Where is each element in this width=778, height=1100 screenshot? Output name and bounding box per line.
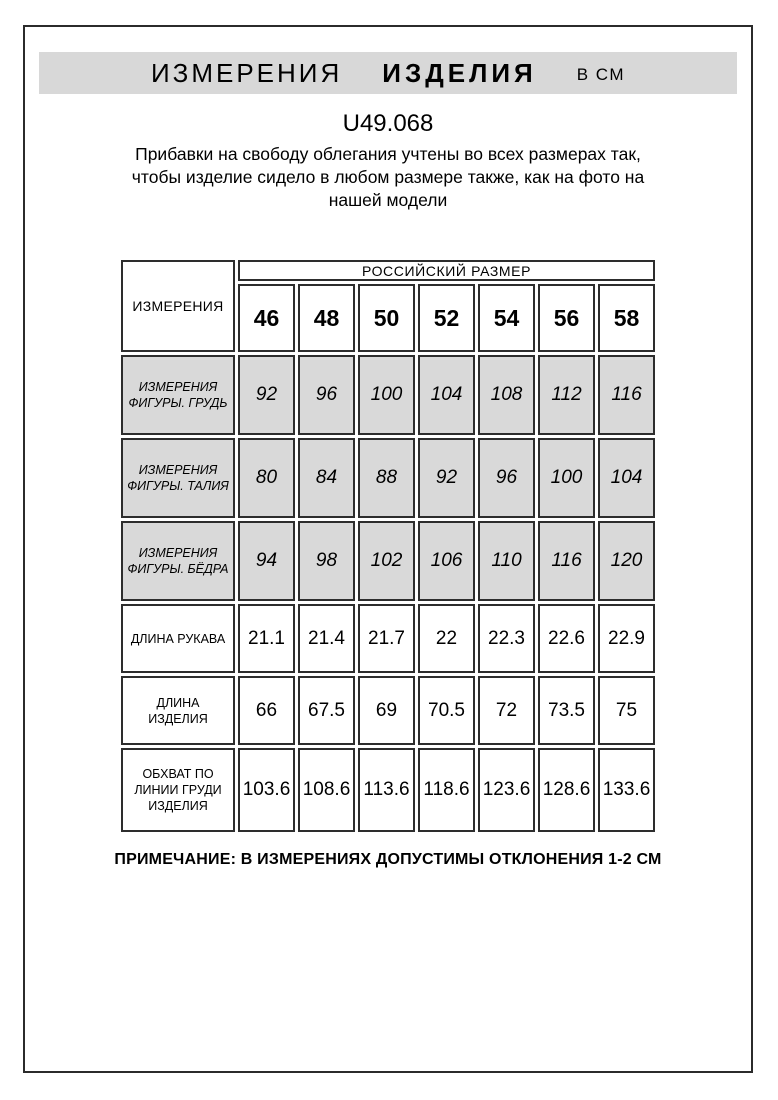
page-border-frame	[23, 25, 753, 1073]
size-header-cell: 52	[418, 284, 475, 352]
table-cell: 100	[358, 355, 415, 435]
table-cell: 104	[418, 355, 475, 435]
table-cell: 22.3	[478, 604, 535, 673]
table-cell: 75	[598, 676, 655, 745]
fit-description-line: нашей модели	[328, 190, 448, 210]
table-cell: 110	[478, 521, 535, 601]
table-cell: 22.9	[598, 604, 655, 673]
table-cell: 21.7	[358, 604, 415, 673]
table-cell: 96	[298, 355, 355, 435]
table-cell: 103.6	[238, 748, 295, 832]
table-cell: 22	[418, 604, 475, 673]
table-cell: 133.6	[598, 748, 655, 832]
table-cell: 128.6	[538, 748, 595, 832]
table-cell: 104	[598, 438, 655, 518]
table-cell: 112	[538, 355, 595, 435]
size-header-cell: 50	[358, 284, 415, 352]
table-cell: 66	[238, 676, 295, 745]
size-header-cell: 48	[298, 284, 355, 352]
table-cell: 100	[538, 438, 595, 518]
corner-header-cell: ИЗМЕРЕНИЯ	[121, 260, 235, 352]
table-cell: 84	[298, 438, 355, 518]
table-cell: 113.6	[358, 748, 415, 832]
table-cell: 21.4	[298, 604, 355, 673]
table-header-row	[121, 260, 655, 281]
table-cell: 116	[598, 355, 655, 435]
table-cell: 108	[478, 355, 535, 435]
table-row-chest-girth	[121, 748, 655, 832]
table-row-item-length	[121, 676, 655, 745]
table-cell: 118.6	[418, 748, 475, 832]
size-table	[118, 257, 658, 835]
article-code: U49.068	[342, 110, 434, 137]
table-row-figure-hips	[121, 521, 655, 601]
table-cell: 116	[538, 521, 595, 601]
table-cell: 98	[298, 521, 355, 601]
table-cell: 106	[418, 521, 475, 601]
fit-description	[25, 143, 751, 212]
table-cell: 92	[238, 355, 295, 435]
table-cell: 70.5	[418, 676, 475, 745]
tolerance-note: ПРИМЕЧАНИЕ: В ИЗМЕРЕНИЯХ ДОПУСТИМЫ ОТКЛОНЕНИЯ 1-2 СМ	[114, 851, 662, 868]
russian-size-header-cell: РОССИЙСКИЙ РАЗМЕР	[238, 260, 655, 281]
title-product: ИЗДЕЛИЯ	[382, 57, 537, 88]
title-bar	[39, 52, 737, 94]
fit-description-line: Прибавки на свободу облегания учтены во всех размерах так,	[135, 144, 641, 164]
row-label: ДЛИНА ИЗДЕЛИЯ	[121, 676, 235, 745]
table-cell: 72	[478, 676, 535, 745]
size-header-cell: 54	[478, 284, 535, 352]
size-header-cell: 58	[598, 284, 655, 352]
table-cell: 120	[598, 521, 655, 601]
row-label: ДЛИНА РУКАВА	[121, 604, 235, 673]
table-cell: 67.5	[298, 676, 355, 745]
table-cell: 69	[358, 676, 415, 745]
table-cell: 94	[238, 521, 295, 601]
table-row-sleeve-length	[121, 604, 655, 673]
title-measurements: ИЗМЕРЕНИЯ	[150, 57, 343, 88]
table-cell: 92	[418, 438, 475, 518]
title-units: В СМ	[576, 64, 626, 84]
table-row-figure-waist	[121, 438, 655, 518]
table-cell: 123.6	[478, 748, 535, 832]
size-header-cell: 46	[238, 284, 295, 352]
table-cell: 80	[238, 438, 295, 518]
size-header-cell: 56	[538, 284, 595, 352]
table-row-figure-chest	[121, 355, 655, 435]
table-cell: 88	[358, 438, 415, 518]
fit-description-line: чтобы изделие сидело в любом размере также, как на фото на	[131, 167, 645, 187]
row-label: ИЗМЕРЕНИЯ ФИГУРЫ. БЁДРА	[121, 521, 235, 601]
row-label: ОБХВАТ ПО ЛИНИИ ГРУДИ ИЗДЕЛИЯ	[121, 748, 235, 832]
row-label: ИЗМЕРЕНИЯ ФИГУРЫ. ТАЛИЯ	[121, 438, 235, 518]
table-cell: 96	[478, 438, 535, 518]
table-cell: 102	[358, 521, 415, 601]
table-cell: 73.5	[538, 676, 595, 745]
row-label: ИЗМЕРЕНИЯ ФИГУРЫ. ГРУДЬ	[121, 355, 235, 435]
table-cell: 108.6	[298, 748, 355, 832]
table-cell: 22.6	[538, 604, 595, 673]
table-cell: 21.1	[238, 604, 295, 673]
